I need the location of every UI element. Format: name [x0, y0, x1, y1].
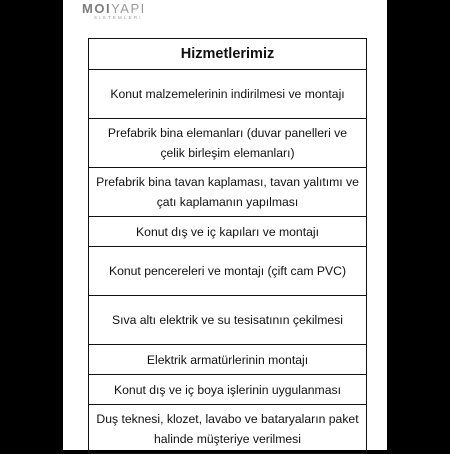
table-row: Prefabrik bina tavan kaplaması, tavan yalıtımı ve çatı kaplamanın yapılması [89, 167, 366, 216]
table-row: Konut dış ve iç boya işlerinin uygulanması [89, 374, 366, 404]
table-row: Duş teknesi, klozet, lavabo ve bataryaların paket halinde müşteriye verilmesi [89, 404, 366, 453]
table-row: Prefabrik bina elemanları (duvar panelleri ve çelik birleşim elemanları) [89, 118, 366, 167]
table-row: Sıva altı elektrik ve su tesisatının çekilmesi [89, 295, 366, 344]
table-row: Konut dış ve iç kapıları ve montajı [89, 216, 366, 246]
logo-subtitle: SISTEMLERI [94, 15, 143, 20]
services-table [88, 38, 367, 454]
logo-bold-text: MOI [82, 1, 112, 16]
table-row: Konut pencereleri ve montajı (çift cam PVC) [89, 246, 366, 295]
logo-wordmark [82, 2, 162, 15]
company-logo [82, 2, 162, 24]
document-page [63, 0, 387, 450]
table-row: Elektrik armatürlerinin montajı [89, 344, 366, 374]
logo-thin-text: YAPI [111, 1, 146, 16]
table-header: Hizmetlerimiz [180, 46, 275, 62]
table-row: Konut malzemelerinin indirilmesi ve montajı [89, 69, 366, 118]
